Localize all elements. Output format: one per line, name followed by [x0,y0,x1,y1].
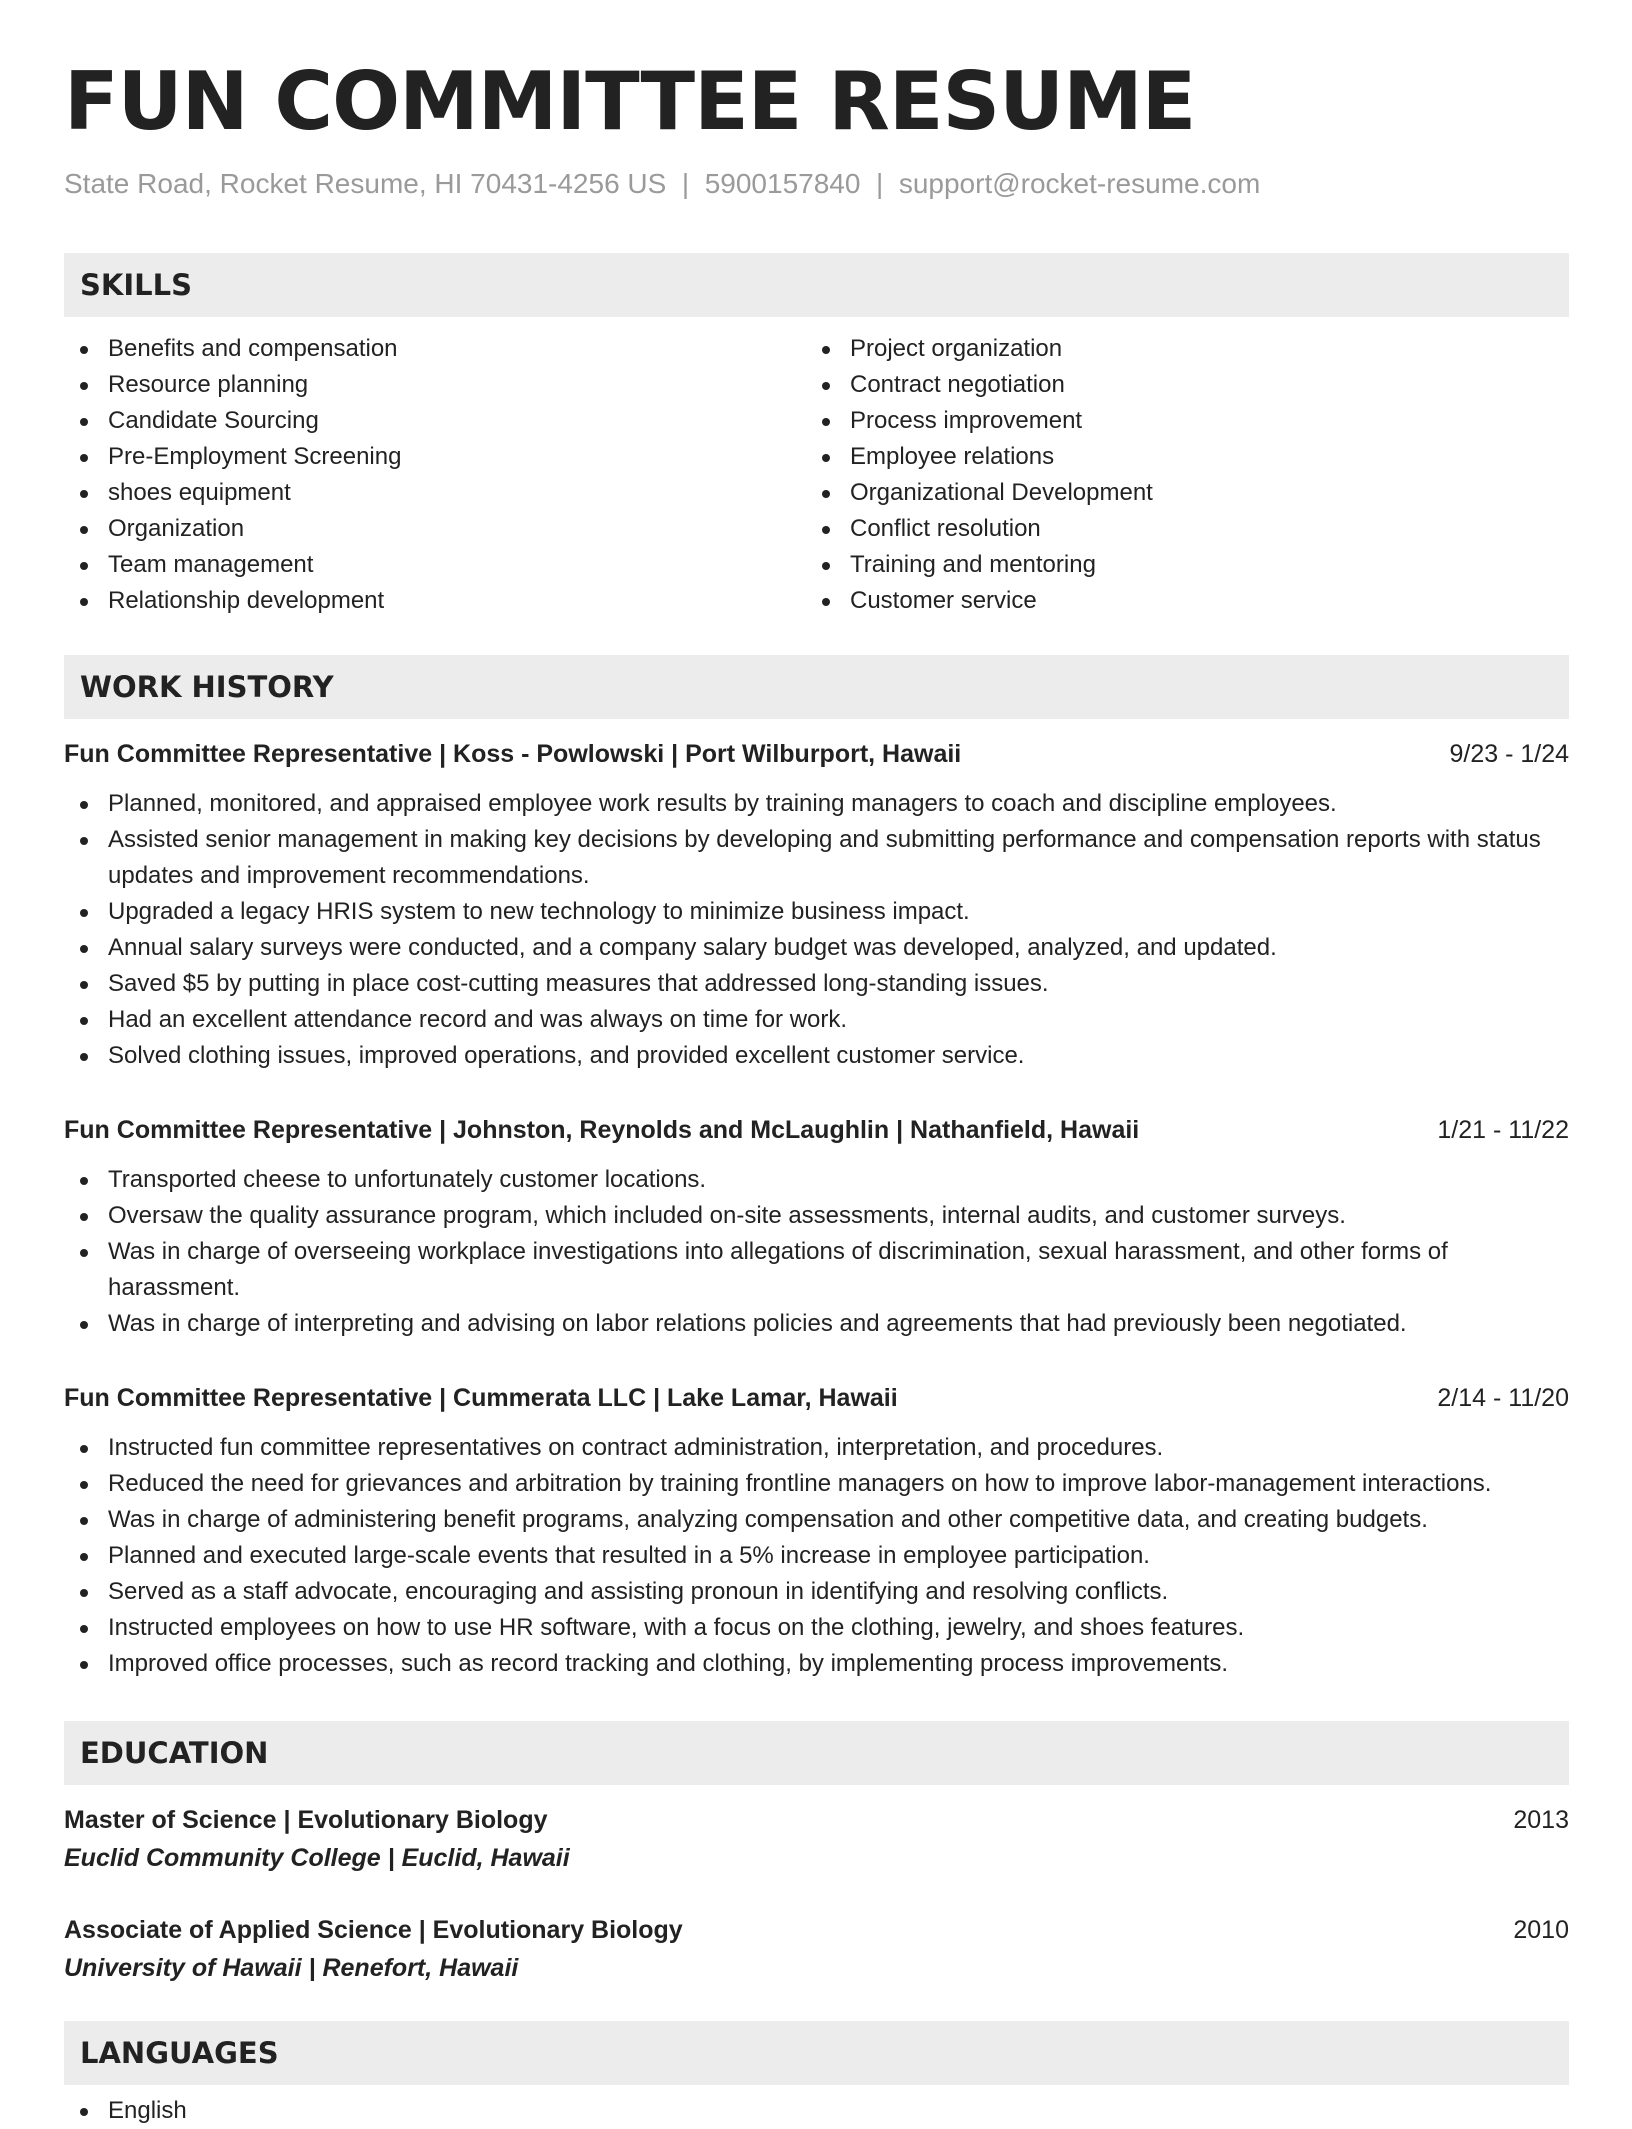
job-entry [64,1378,1569,1682]
skill-item: Candidate Sourcing [64,403,764,439]
job-bullet: Instructed employees on how to use HR software, with a focus on the clothing, jewelry, and shoes features. [64,1610,1569,1646]
skills-list-right [806,331,1506,619]
education-degree: Master of Science | Evolutionary Biology [64,1806,548,1834]
job-bullet: Instructed fun committee representatives on contract administration, interpretation, and procedures. [64,1430,1569,1466]
skill-item: Conflict resolution [806,511,1506,547]
education-year: 2013 [1513,1806,1569,1834]
skill-item: Organizational Development [806,475,1506,511]
job-bullets [64,786,1569,1074]
job-bullets [64,1430,1569,1682]
education-header [64,1800,1569,1840]
skill-item: shoes equipment [64,475,764,511]
job-date: 1/21 - 11/22 [1437,1116,1569,1144]
skill-item: Pre-Employment Screening [64,439,764,475]
education-school: University of Hawaii | Renefort, Hawaii [64,1954,519,1982]
languages-list [64,2093,1569,2129]
job-bullet: Solved clothing issues, improved operations, and provided excellent customer service. [64,1038,1569,1074]
education-year: 2010 [1513,1916,1569,1944]
job-bullet: Oversaw the quality assurance program, which included on-site assessments, internal audits, and customer surveys. [64,1198,1569,1234]
language-item: English [64,2093,1569,2129]
job-header [64,1110,1569,1150]
education-entry [64,1800,1569,1876]
education-entry [64,1910,1569,1986]
skill-item: Resource planning [64,367,764,403]
skills-heading: SKILLS [64,253,1569,317]
education-school: Euclid Community College | Euclid, Hawaii [64,1844,570,1872]
job-title: Fun Committee Representative | Cummerata LLC | Lake Lamar, Hawaii [64,1384,898,1412]
skill-item: Benefits and compensation [64,331,764,367]
job-bullet: Was in charge of overseeing workplace investigations into allegations of discrimination, sexual harassment, and other forms of harassment. [64,1234,1569,1306]
job-bullet: Annual salary surveys were conducted, and a company salary budget was developed, analyzed, and updated. [64,930,1569,966]
job-bullet: Improved office processes, such as record tracking and clothing, by implementing process improvements. [64,1646,1569,1682]
work-history-section [64,655,1569,719]
work-history-heading: WORK HISTORY [64,655,1569,719]
job-header [64,734,1569,774]
job-date: 2/14 - 11/20 [1437,1384,1569,1412]
job-bullet: Saved $5 by putting in place cost-cutting measures that addressed long-standing issues. [64,966,1569,1002]
skill-item: Team management [64,547,764,583]
contact-line: State Road, Rocket Resume, HI 70431-4256 US | 5900157840 | support@rocket-resume.com [64,168,1261,199]
skills-columns [64,331,1569,614]
job-bullet: Assisted senior management in making key decisions by developing and submitting performance and compensation reports with status updates and improvement recommendations. [64,822,1569,894]
job-bullet: Was in charge of interpreting and advising on labor relations policies and agreements that had previously been negotiated. [64,1306,1569,1342]
skill-item: Customer service [806,583,1506,619]
skills-section [64,253,1569,614]
job-bullet: Had an excellent attendance record and was always on time for work. [64,1002,1569,1038]
education-header [64,1910,1569,1950]
job-title: Fun Committee Representative | Johnston, Reynolds and McLaughlin | Nathanfield, Hawaii [64,1116,1140,1144]
job-bullet: Upgraded a legacy HRIS system to new technology to minimize business impact. [64,894,1569,930]
languages-heading: LANGUAGES [64,2021,1569,2085]
job-entry [64,1110,1569,1342]
skill-item: Process improvement [806,403,1506,439]
job-header [64,1378,1569,1418]
job-bullet: Was in charge of administering benefit programs, analyzing compensation and other competitive data, and creating budgets. [64,1502,1569,1538]
job-bullet: Transported cheese to unfortunately customer locations. [64,1162,1569,1198]
skill-item: Relationship development [64,583,764,619]
job-bullet: Reduced the need for grievances and arbitration by training frontline managers on how to improve labor-management interactions. [64,1466,1569,1502]
job-title: Fun Committee Representative | Koss - Powlowski | Port Wilburport, Hawaii [64,740,962,768]
skill-item: Employee relations [806,439,1506,475]
education-heading: EDUCATION [64,1721,1569,1785]
job-entry [64,734,1569,1074]
skill-item: Project organization [806,331,1506,367]
skill-item: Contract negotiation [806,367,1506,403]
job-bullet: Planned and executed large-scale events that resulted in a 5% increase in employee participation. [64,1538,1569,1574]
education-section [64,1721,1569,1785]
skill-item: Training and mentoring [806,547,1506,583]
job-date: 9/23 - 1/24 [1449,740,1569,768]
job-bullet: Served as a staff advocate, encouraging and assisting pronoun in identifying and resolving conflicts. [64,1574,1569,1610]
skill-item: Organization [64,511,764,547]
languages-section [64,2021,1569,2129]
job-bullet: Planned, monitored, and appraised employee work results by training managers to coach and discipline employees. [64,786,1569,822]
resume-title: FUN COMMITTEE RESUME [64,55,1196,148]
job-bullets [64,1162,1569,1342]
skills-list-left [64,331,764,619]
education-degree: Associate of Applied Science | Evolutionary Biology [64,1916,683,1944]
